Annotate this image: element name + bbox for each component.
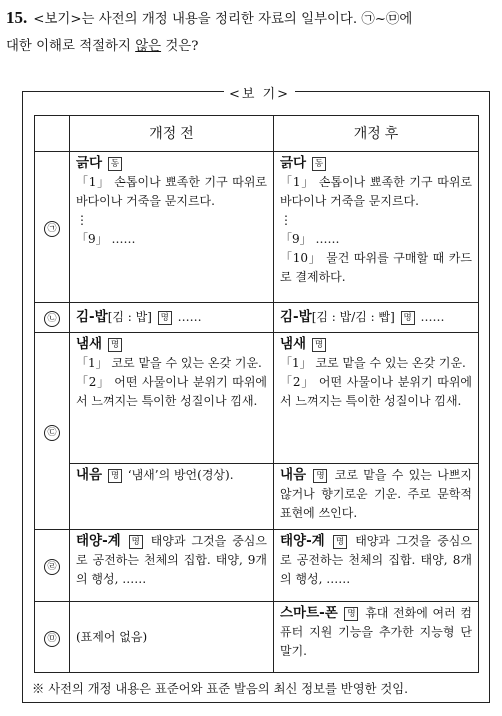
table-row bbox=[35, 333, 479, 464]
pos-badge: 명 bbox=[401, 311, 415, 325]
question bbox=[6, 4, 496, 60]
definition: 휴대 전화에 여러 컴퓨터 지원 기능을 추가한 지능형 단말기. bbox=[280, 606, 472, 658]
pos-badge: 명 bbox=[312, 338, 326, 352]
mark-5: ㉤ bbox=[44, 631, 60, 647]
pos-badge: 동 bbox=[312, 157, 326, 171]
footnote: ※ 사전의 개정 내용은 표준어와 표준 발음의 최신 정보를 반영한 것임. bbox=[32, 682, 409, 696]
sense-line: 「9」 …… bbox=[280, 232, 340, 246]
corner-cell bbox=[35, 116, 70, 152]
headword: 김-밥 bbox=[280, 309, 312, 325]
definition: 코로 맡을 수 있는 나쁘지 않거나 향기로운 기운. 주로 문학적 표현에 쓰인다. bbox=[280, 468, 472, 520]
row1-after bbox=[274, 152, 479, 303]
question-text-line1: <보기>는 사전의 개정 내용을 정리한 자료의 일부이다. ㉠~㉤에 bbox=[33, 12, 413, 27]
sense-line: 「10」 물건 따위를 구매할 때 카드로 결제하다. bbox=[280, 251, 472, 284]
headword: 내음 bbox=[76, 467, 103, 483]
mark-3: ㉢ bbox=[44, 425, 60, 441]
ellipsis: ⋮ bbox=[76, 213, 88, 227]
question-text-line2a: 대한 이해로 적절하지 bbox=[6, 39, 136, 54]
pos-badge: 명 bbox=[333, 535, 347, 549]
header-before: 개정 전 bbox=[70, 116, 274, 152]
omitted: …… bbox=[177, 310, 202, 324]
pos-badge: 명 bbox=[129, 535, 143, 549]
row-mark bbox=[35, 530, 70, 602]
row3a-before bbox=[70, 333, 274, 464]
sense-line: 「1」 코로 맡을 수 있는 온갖 기운. bbox=[280, 356, 466, 370]
row2-before bbox=[70, 303, 274, 333]
example-box-label: <보 기> bbox=[224, 83, 295, 102]
row4-before bbox=[70, 530, 274, 602]
row-mark bbox=[35, 152, 70, 303]
definition: 태양과 그것을 중심으로 공전하는 천체의 집합. 태양, 8개의 행성, …… bbox=[280, 534, 472, 586]
headword: 태양-계 bbox=[76, 533, 121, 549]
headword: 냄새 bbox=[76, 336, 103, 352]
row3b-after bbox=[274, 464, 479, 530]
pos-badge: 명 bbox=[344, 607, 358, 621]
header-row bbox=[35, 116, 479, 152]
pos-badge: 동 bbox=[108, 157, 122, 171]
pos-badge: 명 bbox=[108, 338, 122, 352]
pos-badge: 명 bbox=[158, 311, 172, 325]
row3b-before bbox=[70, 464, 274, 530]
header-after: 개정 후 bbox=[274, 116, 479, 152]
headword: 태양-계 bbox=[280, 533, 325, 549]
headword: 냄새 bbox=[280, 336, 307, 352]
sense-line: 「2」 어떤 사물이나 분위기 따위에서 느껴지는 특이한 성질이나 낌새. bbox=[76, 375, 267, 408]
mark-2: ㉡ bbox=[44, 311, 60, 327]
table-row bbox=[35, 152, 479, 303]
row3a-after bbox=[274, 333, 479, 464]
row5-after bbox=[274, 602, 479, 673]
table-row bbox=[35, 602, 479, 673]
pos-badge: 명 bbox=[108, 469, 122, 483]
headword: 긁다 bbox=[280, 155, 307, 171]
definition: 태양과 그것을 중심으로 공전하는 천체의 집합. 태양, 9개의 행성, …… bbox=[76, 534, 267, 586]
question-number: 15. bbox=[6, 8, 28, 27]
mark-1: ㉠ bbox=[44, 221, 60, 237]
headword: 긁다 bbox=[76, 155, 103, 171]
question-text-line2b: 것은? bbox=[161, 39, 199, 54]
row4-after bbox=[274, 530, 479, 602]
row-mark bbox=[35, 333, 70, 530]
no-entry: (표제어 없음) bbox=[76, 629, 148, 644]
table-row bbox=[35, 464, 479, 530]
headword: 스마트-폰 bbox=[280, 605, 338, 621]
row2-after bbox=[274, 303, 479, 333]
headword: 김-밥 bbox=[76, 309, 108, 325]
table-row bbox=[35, 530, 479, 602]
row1-before bbox=[70, 152, 274, 303]
pronunciation: [김 : 밥/김 : 빱] bbox=[311, 310, 395, 324]
definition: ‘냄새’의 방언(경상). bbox=[127, 468, 234, 482]
pos-badge: 명 bbox=[313, 469, 327, 483]
revision-table bbox=[34, 115, 479, 673]
mark-4: ㉣ bbox=[44, 559, 60, 575]
sense-line: 「1」 코로 맡을 수 있는 온갖 기운. bbox=[76, 356, 262, 370]
sense-line: 「1」 손톱이나 뾰족한 기구 따위로 바다이나 거죽을 문지르다. bbox=[76, 175, 267, 208]
row-mark bbox=[35, 303, 70, 333]
row5-before bbox=[70, 602, 274, 673]
sense-line: 「9」 …… bbox=[76, 232, 136, 246]
pronunciation: [김 : 밥] bbox=[107, 310, 152, 324]
table-row bbox=[35, 303, 479, 333]
sense-line: 「2」 어떤 사물이나 분위기 따위에서 느껴지는 특이한 성질이나 낌새. bbox=[280, 375, 472, 408]
ellipsis: ⋮ bbox=[280, 213, 292, 227]
sense-line: 「1」 손톱이나 뾰족한 기구 따위로 바다이나 거죽을 문지르다. bbox=[280, 175, 472, 208]
question-underlined-word: 않은 bbox=[135, 39, 162, 54]
row-mark bbox=[35, 602, 70, 673]
omitted: …… bbox=[420, 310, 445, 324]
headword: 내음 bbox=[280, 467, 307, 483]
